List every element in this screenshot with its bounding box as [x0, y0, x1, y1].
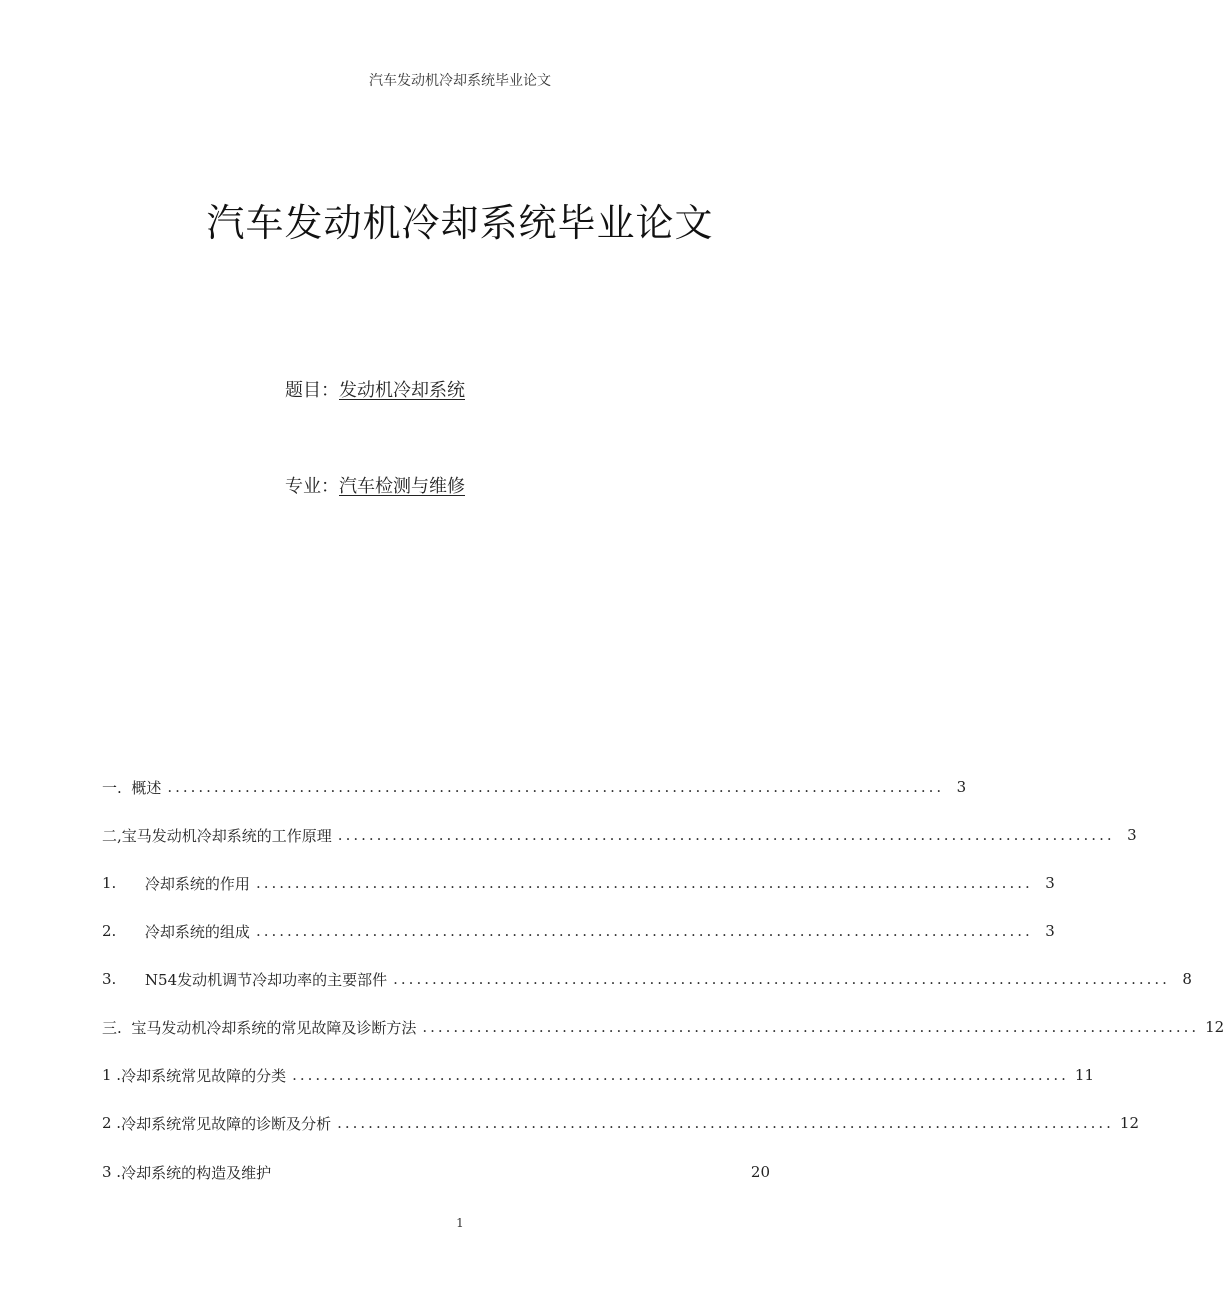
toc-entry-page: 11 — [1074, 1066, 1095, 1084]
toc-entry-title: 宝马发动机冷却系统的工作原理 — [121, 826, 332, 845]
toc-entry-page: 12 — [1119, 1114, 1140, 1132]
toc-entry-number: 2. — [102, 922, 145, 940]
toc-entry-title: 冷却系统的组成 — [144, 922, 250, 941]
toc-entry-number: 1 . — [102, 1066, 122, 1084]
toc-entry-title: N54发动机调节冷却功率的主要部件 — [144, 970, 388, 989]
major-label: 专业： — [285, 476, 339, 497]
toc-entry-title: 冷却系统的作用 — [144, 874, 250, 893]
toc-leader-dots: .................................................................................................... — [422, 1018, 1200, 1036]
toc-leader-dots: .................................................................................................... — [337, 1114, 1114, 1132]
toc-entry-title: 宝马发动机冷却系统的常见故障及诊断方法 — [131, 1018, 417, 1037]
toc-leader-dots: .................................................................................................... — [292, 1066, 1069, 1084]
toc-entry-number: 2 . — [102, 1114, 122, 1132]
toc-entry-page: 3 — [1045, 874, 1055, 892]
toc-leader-dots: .................................................................................................... — [255, 874, 1033, 892]
toc-entry-page: 20 — [750, 1163, 770, 1181]
toc-entry[interactable] — [102, 967, 1192, 991]
toc-entry-page: 3 — [1127, 826, 1137, 844]
toc-entry[interactable] — [102, 1015, 1224, 1039]
toc-entry[interactable] — [102, 871, 1055, 895]
toc-entry-page: 8 — [1182, 970, 1192, 988]
toc-entry[interactable] — [102, 775, 967, 799]
toc-entry-page: 3 — [956, 778, 967, 796]
toc-entry-title: 概述 — [131, 778, 162, 797]
toc-entry-title: 冷却系统常见故障的诊断及分析 — [121, 1114, 332, 1133]
topic-value: 发动机冷却系统 — [339, 380, 465, 401]
toc-entry-page: 12 — [1205, 1018, 1224, 1036]
toc-entry-number: 3. — [102, 970, 145, 988]
running-header: 汽车发动机冷却系统毕业论文 — [369, 73, 551, 89]
toc-entry[interactable] — [102, 1160, 770, 1184]
toc-entry-title: 冷却系统常见故障的分类 — [121, 1066, 287, 1085]
toc-entry[interactable] — [102, 1063, 1095, 1087]
major-value: 汽车检测与维修 — [339, 476, 465, 497]
toc-entry-title: 冷却系统的构造及维护 — [121, 1163, 272, 1182]
toc-entry[interactable] — [102, 919, 1055, 943]
toc-leader-dots: .................................................................................................... — [393, 970, 1170, 988]
topic-label: 题目： — [285, 380, 339, 401]
toc-entry-number: 3 . — [102, 1163, 122, 1181]
toc-leader-dots: .................................................................................................... — [167, 778, 945, 796]
page-number: 1 — [456, 1216, 464, 1230]
toc-entry[interactable] — [102, 823, 1137, 847]
toc-leader-dots: .................................................................................................... — [255, 922, 1033, 940]
toc-entry-number: 1. — [102, 874, 145, 892]
toc-entry-page: 3 — [1045, 922, 1055, 940]
toc-entry[interactable] — [102, 1111, 1140, 1135]
toc-entry-number: 三. — [102, 1018, 132, 1037]
document-title: 汽车发动机冷却系统毕业论文 — [206, 201, 714, 245]
toc-entry-number: 一. — [102, 778, 132, 797]
toc-leader-dots: .................................................................................................... — [337, 826, 1115, 844]
toc-entry-number: 二, — [102, 826, 122, 845]
